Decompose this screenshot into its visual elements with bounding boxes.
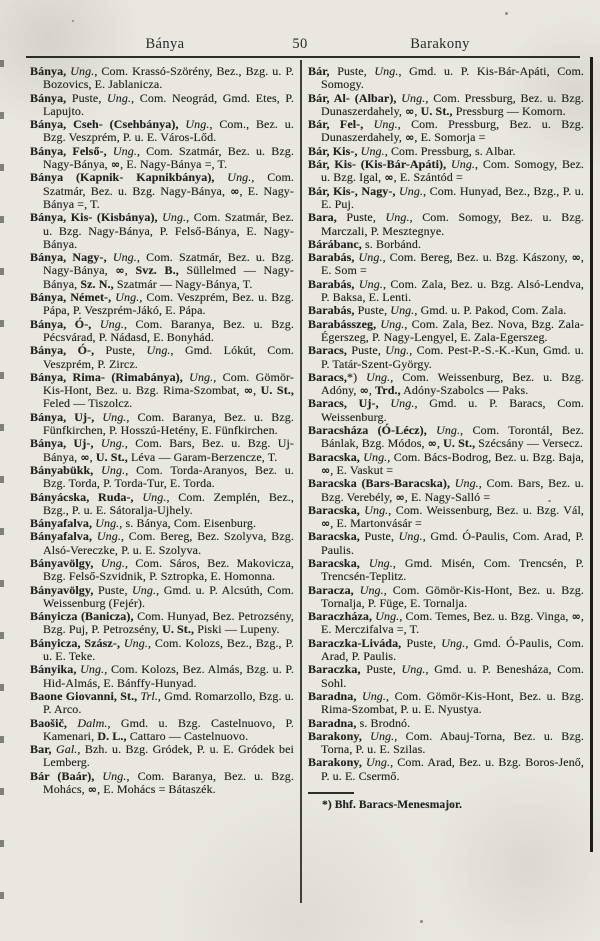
- entry-name-bold: Baracska,: [308, 555, 369, 570]
- entry-name-bold: Baradna,: [308, 688, 362, 703]
- entry-name-bold: Bányavölgy,: [30, 582, 98, 597]
- entry-name-bold: Bánya, Ó-,: [30, 343, 106, 358]
- scan-speck: [505, 12, 508, 15]
- entry-text: Puste,: [357, 303, 391, 318]
- country-abbrev-italic: Ung.: [450, 157, 476, 172]
- entry-name-bold: Bár, Fel-,: [308, 117, 374, 132]
- entry-name-bold: Baone Giovanni, St.,: [30, 688, 141, 703]
- entry-text: , Bzh. u. Bzg. Gródek, P. u. E. Gródek bei Lemberg.: [43, 742, 294, 770]
- gazetteer-entry: [30, 464, 294, 491]
- entry-name-bold: Svz. B.,: [135, 263, 179, 278]
- country-abbrev-italic: Ung.: [364, 502, 389, 517]
- country-abbrev-italic: Ung.: [99, 316, 124, 331]
- country-abbrev-italic: Ung.: [368, 555, 393, 570]
- country-abbrev-italic: Ung.: [146, 343, 171, 358]
- posthorn-icon: ∞: [321, 517, 331, 531]
- entry-text: , Com. Pressburg, s. Albar.: [384, 143, 516, 158]
- entry-text: , Com. Veszprém, Bez. u. Bzg. Pápa, P. Veszprém-Jákó, E. Pápa.: [43, 290, 294, 318]
- entry-name-bold: Barabás,: [308, 303, 358, 318]
- gazetteer-entry: [30, 491, 294, 518]
- gazetteer-entry: [308, 145, 584, 158]
- footnote-block: [308, 792, 584, 812]
- entry-name-bold: Baracska (Bars-Baracska),: [308, 476, 455, 491]
- country-abbrev-italic: Ung.: [100, 436, 125, 451]
- gazetteer-entry: [308, 118, 584, 145]
- entry-text: , Com. Sáros, Bez. Makovicza, Bzg. Felső-Szvidnik, P. Sztropka, E. Homonna.: [43, 555, 294, 584]
- gazetteer-entry: [308, 278, 584, 305]
- gazetteer-entry: [308, 65, 584, 92]
- gazetteer-entry: [308, 730, 584, 757]
- entry-name-bold: Bányafalva,: [30, 529, 97, 544]
- entry-name-bold: U. St.,: [162, 622, 195, 637]
- entry-text: , Com. Szatmár, Bez. u. Bzg. Nagy-Bánya, P. Felső-Bánya, E. Nagy-Bánya.: [43, 210, 294, 251]
- entry-name-bold: Bánya, Felső-,: [30, 143, 113, 158]
- gazetteer-entry: [30, 118, 294, 145]
- entry-text: Süllelmed — Nagy-Bánya,: [43, 263, 294, 291]
- entry-text: , Com. Gömör-Kis-Hont, Bez. u. Bzg. Rima-Szombat,: [43, 369, 295, 398]
- country-abbrev-italic: Ung.: [100, 555, 125, 570]
- entry-text: , Com. Arad, Bez. u. Bzg. Boros-Jenő, P. u. E. Csermő.: [321, 755, 584, 783]
- entry-text: , Com. Zala, Bez. Nova, Bzg. Zala-Égerszeg, P. Nagy-Lengyel, E. Zala-Egerszeg.: [321, 316, 584, 344]
- entry-text: , E. Nagy-Salló =: [404, 489, 491, 504]
- entry-text: , Com. Baranya, Bez. u. Bzg. Fünfkirchen, P. Hosszú-Hetény, E. Fünfkirchen.: [43, 409, 294, 438]
- entry-text: , Com. Bács-Bodrog, Bez. u. Bzg. Baja,: [387, 449, 585, 464]
- gazetteer-entry: [308, 318, 584, 345]
- right-column: [308, 65, 584, 812]
- page-number: 50: [292, 36, 308, 52]
- country-abbrev-italic: Ung.: [398, 529, 423, 544]
- entry-name-bold: Bánya,: [30, 64, 71, 78]
- entry-text: , E. Vaskut =: [330, 462, 394, 477]
- entry-text: Puste,: [97, 582, 133, 597]
- entry-name-bold: Bányicza (Banicza),: [30, 609, 134, 624]
- country-abbrev-italic: Ung.: [359, 582, 384, 597]
- entry-name-bold: Bánya, Nagy-,: [30, 250, 113, 265]
- entry-text: , E. Merczifalva =, T.: [321, 609, 585, 637]
- entry-text: Puste,: [337, 64, 375, 78]
- country-abbrev-italic: Ung.: [115, 290, 140, 305]
- posthorn-icon: ∞: [405, 104, 415, 118]
- entry-name-bold: Baradna,: [308, 715, 357, 730]
- entry-text: , Com. Gömör-Kis-Hont, Bez. u. Bzg. Rima-Szombat, P. u. E. Nyustya.: [321, 688, 585, 717]
- entry-text: Puste,: [346, 210, 386, 225]
- country-abbrev-italic: Ung.: [390, 396, 415, 411]
- entry-name-bold: Bányafalva,: [30, 516, 96, 531]
- entry-text: , Com. Weissenburg, Bez. u. Bzg. Vál,: [388, 502, 584, 517]
- entry-name-bold: Bányika,: [30, 662, 81, 677]
- gazetteer-entry: [308, 477, 584, 504]
- entry-text: , Com. Hunyad, Bez., Bzg., P. u. E. Puj.: [321, 183, 584, 211]
- posthorn-icon: ∞: [115, 264, 125, 278]
- posthorn-icon: ∞: [80, 450, 90, 464]
- gazetteer-entry: [308, 451, 584, 478]
- footnote-text: *) Bhf. Baracs-Menesmajor.: [322, 798, 463, 811]
- entry-name-bold: Bánya, Rima- (Rimabánya),: [30, 369, 190, 384]
- scan-speck: [420, 920, 423, 923]
- country-abbrev-italic: Ung.: [390, 303, 415, 318]
- entry-text: Adóny-Szabolcs — Paks.: [400, 383, 529, 398]
- scan-speck: [72, 20, 74, 22]
- gazetteer-entry: [308, 717, 584, 730]
- country-abbrev-italic: Ung.: [185, 117, 210, 132]
- entry-text: Puste,: [406, 635, 442, 650]
- entry-name-bold: U. St.,: [420, 103, 453, 118]
- gazetteer-entry: [30, 690, 294, 717]
- gazetteer-entry: [30, 610, 294, 637]
- country-abbrev-italic: Ung.: [380, 316, 405, 331]
- gazetteer-entry: [30, 584, 294, 611]
- entry-name-bold: Baracsháza (Ó-Lécz),: [308, 423, 437, 438]
- entry-text: ,: [89, 449, 96, 464]
- country-abbrev-italic: Ung.: [361, 688, 387, 703]
- entry-name-bold: U. St.,: [443, 436, 476, 451]
- entry-text: , E. Mohács = Bátaszék.: [97, 782, 216, 797]
- country-abbrev-italic: Ung.: [123, 635, 148, 650]
- gazetteer-entry: [308, 663, 584, 690]
- entry-name-bold: Bánya, Cseh- (Csehbánya),: [30, 117, 186, 132]
- gazetteer-entry: [30, 251, 294, 291]
- gazetteer-entry: [30, 344, 294, 371]
- country-abbrev-italic: Ung.: [374, 64, 399, 78]
- entry-text: Puste,: [71, 90, 108, 105]
- posthorn-icon: ∞: [230, 184, 240, 198]
- country-abbrev-italic: Ung.: [70, 64, 95, 78]
- gazetteer-entry: [308, 251, 584, 278]
- gazetteer-entry: [30, 145, 294, 172]
- entry-text: , Com. Neográd, Gmd. Etes, P. Lapujto.: [43, 90, 294, 118]
- gazetteer-entry: [308, 238, 584, 251]
- entry-text: , E. Nagy-Bánya =, T.: [43, 183, 294, 211]
- entry-text: , Com. Somogy, Bez. u. Bzg. Igal,: [321, 157, 584, 185]
- entry-name-bold: Bar,: [30, 742, 56, 757]
- entry-text: , Com. Bereg, Bez. Szolyva, Bzg. Alsó-Vereczke, P. u. E. Szolyva.: [43, 529, 294, 557]
- country-abbrev-italic: Ung.: [107, 90, 132, 105]
- posthorn-icon: ∞: [359, 384, 369, 398]
- entry-name-bold: Bányavölgy,: [30, 555, 101, 570]
- entry-text: , Com. Kolozs, Bez. Almás, Bzg. u. P. Hid-Almás, E. Bánffy-Hunyad.: [43, 662, 294, 690]
- entry-name-bold: Bár, Kis- (Kis-Bár-Apáti),: [308, 157, 451, 172]
- entry-text: s. Borbánd.: [361, 236, 422, 251]
- entry-text: , Com. Szatmár, Bez. u. Bzg. Nagy-Bánya,: [43, 143, 294, 172]
- entry-text: Puste,: [351, 343, 386, 358]
- posthorn-icon: ∞: [571, 251, 581, 265]
- entry-text: , Gmd. u. P. Benesháza, Com. Sohl.: [321, 662, 584, 690]
- country-abbrev-italic: Ung.: [80, 662, 105, 677]
- entry-text: Léva — Garam-Berzencze, T.: [127, 449, 278, 464]
- entry-text: *): [347, 369, 367, 384]
- entry-text: , Com. Abauj-Torna, Bez. u. Bzg. Torna, P. u. E. Szilas.: [321, 728, 585, 757]
- entry-name-bold: Bánya, Kis- (Kisbánya),: [30, 210, 163, 225]
- entry-text: Puste,: [364, 529, 399, 544]
- page-edge-scan-artifact: [590, 57, 593, 852]
- entry-name-bold: Bárábanc,: [308, 236, 362, 251]
- entry-text: ,: [124, 263, 136, 278]
- gazetteer-entry: [308, 557, 584, 584]
- entry-text: , Gmd. Ó-Paulis, Com. Arad, P. Paulis.: [321, 635, 584, 664]
- posthorn-icon: ∞: [110, 158, 121, 172]
- gazetteer-entry: [308, 690, 584, 717]
- country-abbrev-italic: Ung.: [360, 143, 385, 158]
- entry-name-bold: Bányicza, Szász-,: [30, 635, 124, 650]
- entry-text: , Com. Pest-P.-S.-K.-Kun, Gmd. u. P. Tatár-Szent-György.: [321, 343, 584, 371]
- posthorn-icon: ∞: [321, 463, 331, 477]
- running-head-right-keyword: Barakony: [410, 36, 470, 52]
- gazetteer-entry: [30, 65, 294, 92]
- gazetteer-entry: [30, 411, 294, 438]
- entry-name-bold: Bánya, Német-,: [30, 290, 116, 305]
- entry-name-bold: Bár, Kis-, Nagy-,: [308, 183, 400, 198]
- entry-text: Szatmár — Nagy-Bánya, T.: [113, 276, 253, 291]
- country-abbrev-italic: Trl.: [140, 688, 158, 703]
- country-abbrev-italic: Ung.: [102, 409, 127, 424]
- entry-name-bold: Sz. N.,: [80, 276, 114, 291]
- posthorn-icon: ∞: [395, 490, 405, 504]
- entry-text: , Gmd. u. P. Pakod, Com. Zala.: [414, 303, 567, 318]
- gazetteer-entry: [308, 371, 584, 398]
- entry-name-bold: Baošič,: [30, 715, 78, 730]
- gazetteer-entry: [308, 344, 584, 371]
- country-abbrev-italic: Ung.: [142, 489, 167, 504]
- country-abbrev-italic: Ung.: [363, 449, 388, 464]
- entry-text: , Com. Torda-Aranyos, Bez. u. Bzg. Torda, P. Torda-Tur, E. Torda.: [43, 462, 294, 491]
- entry-text: ,: [436, 436, 444, 451]
- entry-text: , E. Somorja =: [414, 130, 486, 145]
- footnote-rule: [308, 792, 354, 794]
- running-head-left-keyword: Bánya: [145, 36, 185, 52]
- entry-text: , Gmd. Misén, Com. Trencsén, P. Trencsén-Teplitz.: [321, 555, 585, 584]
- posthorn-icon: ∞: [571, 610, 581, 624]
- country-abbrev-italic: Ung.: [454, 476, 479, 491]
- entry-name-bold: Barabásszeg,: [308, 316, 381, 331]
- country-abbrev-italic: Ung.: [366, 369, 391, 384]
- entry-text: , Com. Szatmár, Bez. u. Bzg. Nagy-Bánya,: [43, 250, 294, 278]
- gazetteer-entry: [308, 92, 584, 119]
- gazetteer-entry: [30, 437, 294, 464]
- country-abbrev-italic: Ung.: [375, 609, 400, 624]
- entry-name-bold: Baracska,: [308, 449, 364, 464]
- entry-text: , E. Som =: [321, 250, 584, 278]
- gazetteer-entry: [308, 504, 584, 531]
- left-column: [30, 65, 294, 796]
- gazetteer-entry: [308, 304, 584, 317]
- gazetteer-entry: [30, 637, 294, 664]
- entry-text: , Gmd. Lókút, Com. Veszprém, P. Zircz.: [43, 343, 294, 371]
- country-abbrev-italic: Ung.: [112, 143, 137, 158]
- entry-text: , E. Nagy-Bánya =, T.: [120, 157, 228, 172]
- gazetteer-entry: [30, 171, 294, 211]
- country-abbrev-italic: Ung.: [401, 90, 426, 105]
- entry-name-bold: Baracs,: [308, 343, 352, 358]
- entry-text: , Com. Kolozs, Bez., Bzg., P. u. E. Teke.: [43, 635, 294, 664]
- country-abbrev-italic: Ung.: [96, 529, 121, 544]
- entry-text: Szécsány — Versecz.: [475, 436, 583, 451]
- country-abbrev-italic: Ung.: [436, 423, 461, 438]
- gazetteer-entry: [308, 610, 584, 637]
- gazetteer-entry: [30, 211, 294, 251]
- posthorn-icon: ∞: [405, 131, 415, 145]
- entry-text: , E. Szántód =: [393, 170, 463, 185]
- gazetteer-entry: [30, 743, 294, 770]
- posthorn-icon: ∞: [243, 384, 254, 398]
- left-margin-scan-artifacts: [0, 60, 4, 920]
- entry-text: Cattaro — Castelnuovo.: [126, 728, 249, 743]
- entry-text: , Com. Gömör-Kis-Hont, Bez. u. Bzg. Tornalja, P. Füge, E. Tornalja.: [321, 582, 584, 610]
- country-abbrev-italic: Ung.: [366, 755, 391, 770]
- entry-text: , Com. Szatmár, Bez. u. Bzg. Nagy-Bánya,: [43, 170, 294, 198]
- entry-text: , Com. Baranya, Bez. u. Bzg. Pécsvárad, P. Nádasd, E. Bonyhád.: [43, 316, 295, 344]
- gazetteer-entry: [30, 770, 294, 797]
- gazetteer-entry: [30, 717, 294, 744]
- entry-text: , Com. Pressburg, Bez. u. Bzg. Dunaszerdahely,: [321, 117, 584, 145]
- country-abbrev-italic: Gal.: [56, 742, 78, 757]
- gazetteer-entry: [308, 185, 584, 212]
- gazetteer-entry: [308, 584, 584, 611]
- country-abbrev-italic: Ung.: [441, 635, 466, 650]
- column-divider-rule: [300, 60, 302, 903]
- country-abbrev-italic: Ung.: [385, 343, 410, 358]
- entry-name-bold: Baraczháza,: [308, 609, 376, 624]
- posthorn-icon: ∞: [384, 171, 394, 185]
- entry-name-bold: U. St.,: [95, 449, 128, 464]
- entry-name-bold: D. L.,: [97, 728, 127, 743]
- entry-text: , Com. Torontál, Bez. Bánlak, Bzg. Módos,: [321, 423, 584, 451]
- entry-name-bold: Baraczka,: [308, 662, 367, 677]
- entry-name-bold: Bánya,: [30, 90, 72, 105]
- entry-name-bold: Barakony,: [308, 755, 366, 770]
- gazetteer-entry: [308, 158, 584, 185]
- gazetteer-entry: [308, 424, 584, 451]
- entry-text: Puste,: [366, 662, 402, 677]
- entry-name-bold: Trd.,: [375, 383, 401, 398]
- entry-text: , s. Bánya, Com. Eisenburg.: [119, 516, 257, 531]
- country-abbrev-italic: Ung.: [399, 183, 424, 198]
- entry-name-bold: Bányácska, Ruda-,: [30, 489, 143, 504]
- entry-text: , Com. Somogy, Bez. u. Bzg. Marczali, P. Mesztegnye.: [321, 210, 584, 238]
- entry-name-bold: Bánya, Uj-,: [30, 409, 103, 424]
- country-abbrev-italic: Ung.: [189, 369, 214, 384]
- entry-name-bold: Baracska,: [308, 529, 365, 544]
- country-abbrev-italic: Ung.: [370, 728, 395, 743]
- posthorn-icon: ∞: [87, 783, 98, 797]
- entry-text: ,: [368, 383, 376, 398]
- entry-text: , Com. Pressburg, Bez. u. Bzg. Dunaszerdahely,: [321, 90, 584, 118]
- entry-text: , Com. Zemplén, Bez., Bzg., P. u. E. Sátoralja-Ujhely.: [43, 489, 294, 517]
- header-rule: [26, 56, 580, 58]
- gazetteer-entry: [308, 211, 584, 238]
- gazetteer-entry: [30, 557, 294, 584]
- entry-name-bold: Barakony,: [308, 728, 371, 743]
- entry-name-bold: Bár,: [308, 64, 338, 78]
- country-abbrev-italic: Ung.: [227, 170, 252, 185]
- country-abbrev-italic: Dalm.: [77, 715, 108, 730]
- entry-text: , Gmd. Ó-Paulis, Com. Arad, P. Paulis.: [321, 529, 585, 557]
- country-abbrev-italic: Ung.: [101, 462, 126, 477]
- gazetteer-entry: [30, 371, 294, 411]
- country-abbrev-italic: Ung.: [112, 250, 137, 265]
- entry-text: s. Brodnó.: [356, 715, 411, 730]
- entry-text: , E. Martonvásár =: [330, 516, 422, 531]
- scan-speck: [548, 500, 551, 502]
- entry-text: Feled — Tiszolcz.: [43, 396, 133, 411]
- entry-name-bold: Baraczka-Liváda,: [308, 635, 407, 650]
- entry-name-bold: Baracska,: [308, 502, 365, 517]
- entry-name-bold: Baracza,: [308, 582, 360, 597]
- country-abbrev-italic: Ung.: [358, 250, 383, 265]
- entry-text: Com. Hunyad, Bez. Petrozsény, Bzg. Puj, P. Petrozsény,: [43, 609, 294, 637]
- entry-name-bold: Bánya, Uj-,: [30, 436, 101, 451]
- entry-text: , Com., Bez. u. Bzg. Veszprém, P. u. E. Város-Lőd.: [43, 117, 294, 145]
- gazetteer-entry: [30, 318, 294, 345]
- gazetteer-entry: [308, 637, 584, 664]
- entry-name-bold: Bánya, Ó-,: [30, 316, 100, 331]
- gazetteer-entry: [30, 92, 294, 119]
- entry-text: , Com. Bereg, Bez. u. Bzg. Kászony,: [382, 250, 572, 265]
- entry-text: , Gmd. u. P. Alcsúth, Com. Weissenburg (Fejér).: [43, 582, 294, 610]
- entry-name-bold: Bányabükk,: [30, 462, 102, 477]
- entry-text: , Com. Bars, Bez. u. Bzg. Verebély,: [321, 476, 584, 504]
- entry-name-bold: Barabás,: [308, 276, 359, 291]
- entry-text: Piski — Lupeny.: [194, 622, 280, 637]
- entry-text: , Gmd. u. P. Baracs, Com. Weissenburg.: [321, 396, 584, 424]
- country-abbrev-italic: Ung.: [385, 210, 410, 225]
- country-abbrev-italic: Ung.: [102, 768, 127, 783]
- entry-name-bold: Bár (Baár),: [30, 768, 103, 783]
- entry-text: , Com. Baranya, Bez. u. Bzg. Mohács,: [43, 768, 294, 797]
- country-abbrev-italic: Ung.: [95, 516, 120, 531]
- country-abbrev-italic: Ung.: [162, 210, 187, 225]
- entry-text: Puste,: [105, 343, 147, 358]
- gazetteer-entry: [30, 291, 294, 318]
- gazetteer-entry: [308, 756, 584, 783]
- entry-name-bold: Bár, Al- (Albar),: [308, 90, 402, 105]
- entry-text: , Com. Zala, Bez. u. Bzg. Alsó-Lendva, P. Baksa, E. Lenti.: [321, 276, 584, 305]
- gazetteer-entry: [30, 663, 294, 690]
- entry-name-bold: Bánya (Kapnik- Kapnikbánya),: [30, 170, 228, 185]
- entry-text: , Com. Krassó-Szörény, Bez., Bzg. u. P. Bozovics, E. Jablanicza.: [43, 64, 294, 92]
- entry-name-bold: Barabás,: [308, 250, 359, 265]
- entry-text: , Gmd. Romarzollo, Bzg. u. P. Arco.: [43, 688, 294, 717]
- entry-text: , Gmd. u. Bzg. Castelnuovo, P. Kamenari,: [43, 715, 294, 743]
- entry-text: Pressburg — Komorn.: [452, 103, 566, 118]
- entry-name-bold: Baracs,: [308, 369, 348, 384]
- entry-text: , Com. Temes, Bez. u. Bzg. Vinga,: [399, 609, 572, 624]
- entry-text: , Com. Weissenburg, Bez. u. Bzg. Adóny,: [321, 369, 585, 398]
- gazetteer-entry: [308, 530, 584, 557]
- gazetteer-entry: [30, 517, 294, 530]
- entry-name-bold: U. St.,: [260, 383, 294, 398]
- entry-name-bold: Bara,: [308, 210, 347, 225]
- entry-name-bold: Baracs, Uj-,: [308, 396, 391, 411]
- country-abbrev-italic: Ung.: [358, 276, 383, 291]
- entry-text: ,: [253, 383, 261, 398]
- entry-name-bold: Bár, Kis-,: [308, 143, 361, 158]
- entry-text: , Com. Bars, Bez. u. Bzg. Uj-Bánya,: [43, 436, 294, 464]
- country-abbrev-italic: Ung.: [373, 117, 398, 132]
- country-abbrev-italic: Ung.: [401, 662, 426, 677]
- country-abbrev-italic: Ung.: [132, 582, 157, 597]
- gazetteer-entry: [308, 397, 584, 424]
- entry-text: , Gmd. u. P. Kis-Bár-Apáti, Com. Somogy.: [321, 64, 584, 92]
- posthorn-icon: ∞: [427, 437, 437, 451]
- entry-text: ,: [414, 103, 421, 118]
- gazetteer-entry: [30, 530, 294, 557]
